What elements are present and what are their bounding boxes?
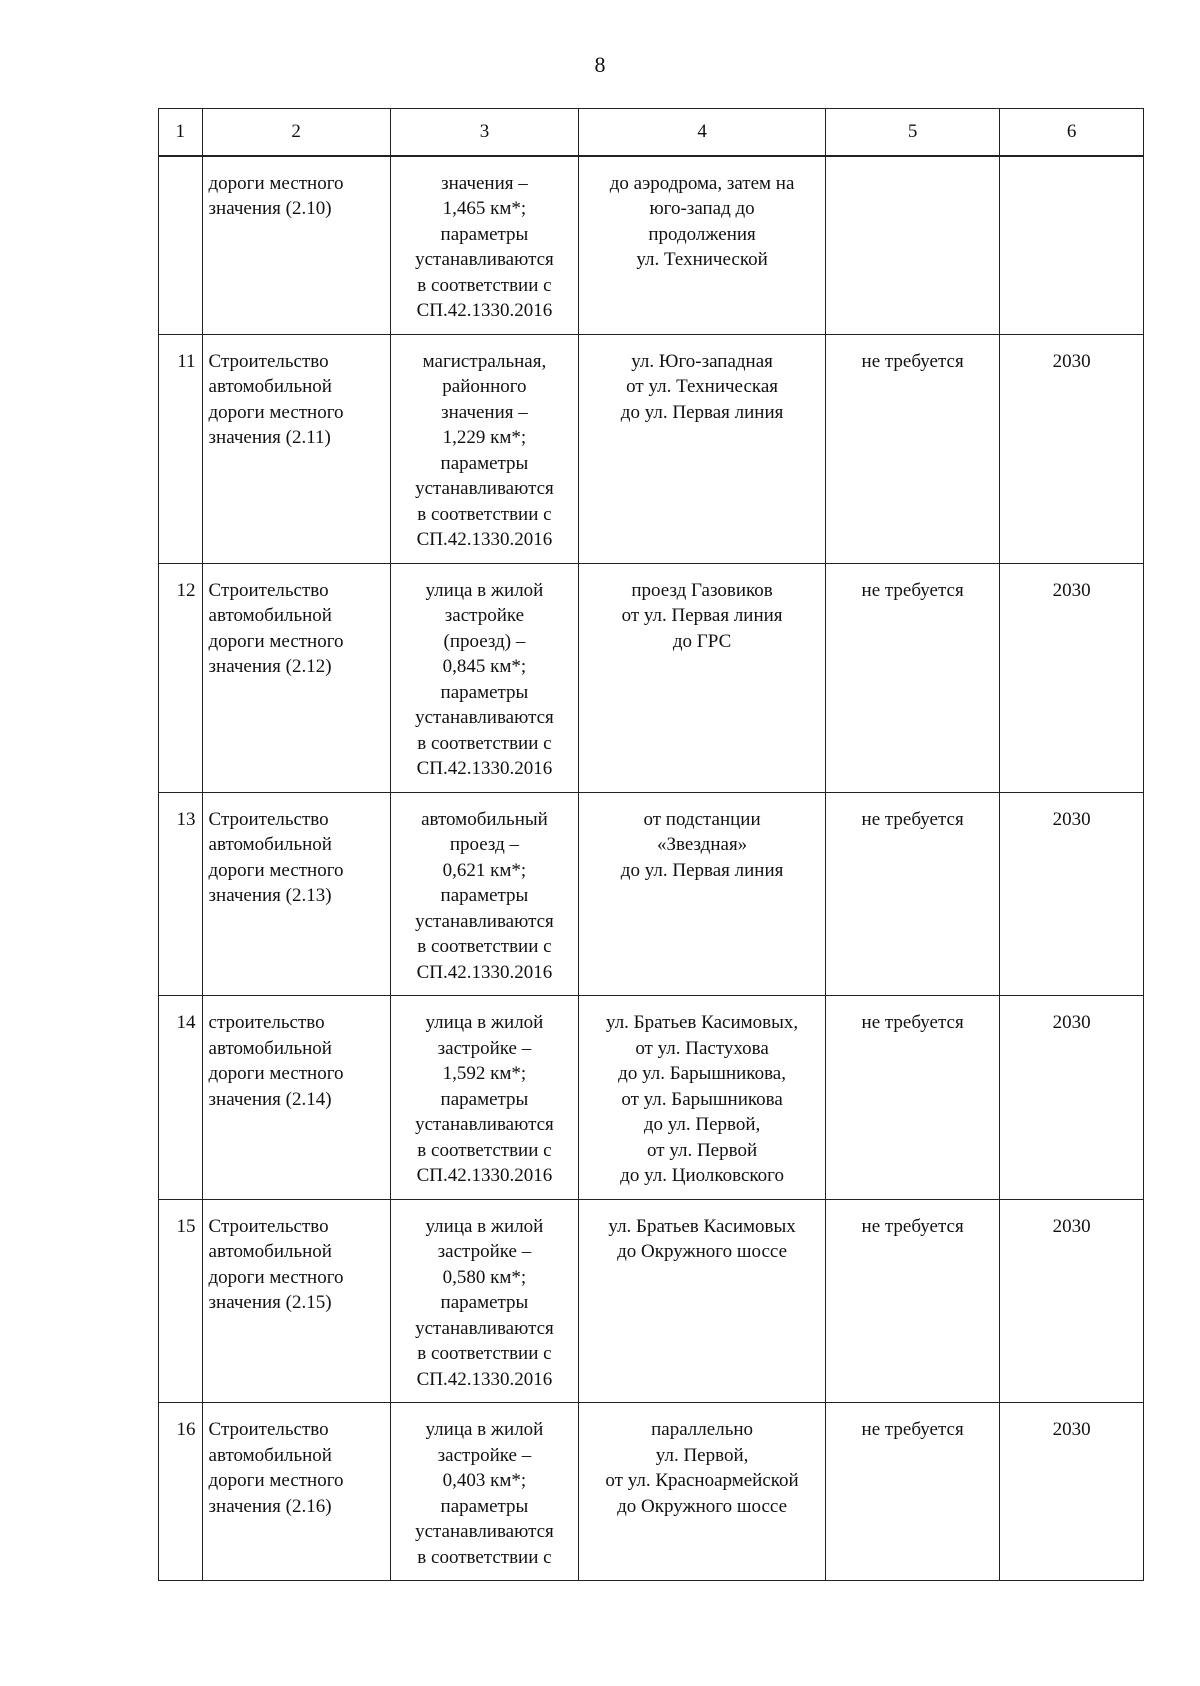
status-cell — [826, 156, 1000, 335]
cell-line: параметры — [440, 1088, 529, 1110]
cell-line: дороги местного — [208, 1063, 344, 1084]
row-number-cell: 12 — [159, 563, 203, 792]
cell-line: Строительство — [208, 579, 329, 601]
location-cell — [579, 1199, 826, 1403]
status-cell: не требуется — [826, 996, 1000, 1200]
year-cell: 2030 — [1000, 1199, 1144, 1403]
cell-line: устанавливаются — [415, 1521, 554, 1542]
cell-line: устанавливаются — [415, 249, 554, 270]
cell-line: до Окружного шоссе — [617, 1241, 788, 1262]
cell-line: 0,845 км*; — [442, 656, 527, 677]
table-row — [159, 1403, 1144, 1581]
cell-line: ул. Первой, — [655, 1444, 749, 1466]
cell-line: устанавливаются — [415, 707, 554, 728]
cell-line: до ул. Первая линия — [620, 859, 784, 881]
cell-line: в соответствии с — [417, 274, 552, 296]
cell-line: значения (2.13) — [208, 885, 332, 906]
cell-line: ул. Братьев Касимовых — [608, 1215, 796, 1237]
row-number-cell: 16 — [159, 1403, 203, 1581]
cell-line: параметры — [440, 452, 529, 474]
cell-line: до ул. Первой, — [643, 1114, 761, 1135]
cell-line: в соответствии с — [417, 936, 552, 957]
cell-line: автомобильной — [208, 1037, 332, 1059]
cell-line: продолжения — [648, 223, 756, 245]
cell-line: 0,621 км*; — [442, 859, 527, 881]
table-header — [159, 109, 1144, 156]
cell-line: СП.42.1330.2016 — [416, 1165, 553, 1186]
cell-line: проезд – — [449, 834, 520, 855]
location-cell — [579, 792, 826, 996]
cell-line: ул. Технической — [636, 249, 768, 270]
cell-line: значения (2.16) — [208, 1495, 332, 1517]
cell-line: значения (2.12) — [208, 656, 332, 677]
cell-line: до Окружного шоссе — [617, 1495, 788, 1517]
status-cell: не требуется — [826, 792, 1000, 996]
cell-line: значения (2.14) — [208, 1088, 332, 1110]
cell-line: ул. Юго-западная — [631, 350, 773, 372]
table-body — [159, 156, 1144, 1581]
cell-line: СП.42.1330.2016 — [416, 961, 553, 983]
table-row — [159, 792, 1144, 996]
cell-line: дороги местного — [208, 1266, 344, 1288]
cell-line: автомобильной — [208, 376, 332, 397]
row-number-cell: 14 — [159, 996, 203, 1200]
cell-line: «Звездная» — [656, 834, 748, 855]
cell-line: магистральная, — [422, 350, 547, 372]
cell-line: 1,592 км*; — [442, 1063, 527, 1084]
row-number-cell: 15 — [159, 1199, 203, 1403]
cell-line: устанавливаются — [415, 478, 554, 499]
cell-line: в соответствии с — [417, 1546, 552, 1568]
cell-line: районного — [442, 376, 527, 397]
cell-line: значения – — [441, 172, 528, 194]
cell-line: 0,580 км*; — [442, 1266, 527, 1288]
cell-line: параметры — [440, 885, 529, 906]
cell-line: автомобильной — [208, 605, 332, 626]
cell-line: улица в жилой — [425, 1215, 544, 1237]
object-name-cell — [202, 1199, 390, 1403]
location-cell — [579, 996, 826, 1200]
year-cell: 2030 — [1000, 996, 1144, 1200]
year-cell — [1000, 156, 1144, 335]
location-cell — [579, 1403, 826, 1581]
object-name-cell — [202, 996, 390, 1200]
cell-line: ул. Братьев Касимовых, — [606, 1012, 799, 1033]
table-row — [159, 334, 1144, 563]
projects-table — [158, 108, 1144, 1581]
cell-line: застройке — [444, 605, 525, 626]
cell-line: параметры — [440, 1495, 529, 1517]
cell-line: СП.42.1330.2016 — [416, 1368, 553, 1390]
cell-line: от ул. Первой — [647, 1139, 758, 1161]
column-header-5: 5 — [826, 109, 1000, 156]
header-row — [159, 109, 1144, 156]
cell-line: значения (2.10) — [208, 198, 332, 219]
object-name-cell — [202, 156, 390, 335]
cell-line: юго-запад до — [649, 198, 755, 219]
cell-line: улица в жилой — [425, 579, 544, 601]
cell-line: улица в жилой — [425, 1419, 544, 1440]
cell-line: дороги местного — [208, 859, 344, 881]
cell-line: Строительство — [208, 1419, 329, 1440]
row-number-cell — [159, 156, 203, 335]
status-cell: не требуется — [826, 563, 1000, 792]
row-number-cell: 13 — [159, 792, 203, 996]
parameters-cell — [390, 996, 578, 1200]
cell-line: от ул. Пастухова — [635, 1037, 769, 1059]
parameters-cell — [390, 792, 578, 996]
cell-line: устанавливаются — [415, 1114, 554, 1135]
cell-line: (проезд) – — [443, 630, 526, 652]
location-cell — [579, 156, 826, 335]
cell-line: значения (2.11) — [208, 427, 331, 448]
cell-line: 1,465 км*; — [442, 198, 527, 219]
parameters-cell — [390, 1199, 578, 1403]
year-cell: 2030 — [1000, 792, 1144, 996]
cell-line: 0,403 км*; — [442, 1470, 527, 1491]
cell-line: значения (2.15) — [208, 1292, 332, 1313]
cell-line: от ул. Первая линия — [621, 605, 783, 626]
column-header-1: 1 — [159, 109, 203, 156]
status-cell: не требуется — [826, 334, 1000, 563]
table-row — [159, 996, 1144, 1200]
cell-line: в соответствии с — [417, 1139, 552, 1161]
cell-line: дороги местного — [208, 401, 344, 423]
object-name-cell — [202, 334, 390, 563]
cell-line: до ул. Первая линия — [620, 401, 784, 423]
column-header-3: 3 — [390, 109, 578, 156]
cell-line: СП.42.1330.2016 — [416, 529, 553, 550]
cell-line: устанавливаются — [415, 1317, 554, 1339]
cell-line: параметры — [440, 681, 529, 703]
cell-line: Строительство — [208, 808, 329, 830]
parameters-cell — [390, 563, 578, 792]
cell-line: дороги местного — [208, 1470, 344, 1491]
year-cell: 2030 — [1000, 563, 1144, 792]
cell-line: застройке – — [437, 1241, 532, 1262]
row-number-cell: 11 — [159, 334, 203, 563]
object-name-cell — [202, 792, 390, 996]
cell-line: строительство — [208, 1012, 325, 1033]
cell-line: застройке – — [437, 1444, 532, 1466]
cell-line: в соответствии с — [417, 503, 552, 525]
status-cell: не требуется — [826, 1199, 1000, 1403]
cell-line: 1,229 км*; — [442, 427, 527, 448]
cell-line: дороги местного — [208, 172, 344, 194]
cell-line: до ул. Циолковского — [620, 1165, 784, 1186]
cell-line: дороги местного — [208, 630, 344, 652]
cell-line: параметры — [440, 1292, 529, 1313]
column-header-6: 6 — [1000, 109, 1144, 156]
status-cell: не требуется — [826, 1403, 1000, 1581]
cell-line: СП.42.1330.2016 — [416, 758, 553, 779]
year-cell: 2030 — [1000, 1403, 1144, 1581]
cell-line: от ул. Барышникова — [621, 1088, 783, 1110]
cell-line: параметры — [440, 223, 529, 245]
object-name-cell — [202, 1403, 390, 1581]
cell-line: до аэродрома, затем на — [609, 172, 795, 194]
parameters-cell — [390, 156, 578, 335]
table-row — [159, 563, 1144, 792]
cell-line: Строительство — [208, 350, 329, 372]
cell-line: до ГРС — [672, 630, 732, 652]
parameters-cell — [390, 1403, 578, 1581]
object-name-cell — [202, 563, 390, 792]
table-row — [159, 156, 1144, 335]
location-cell — [579, 563, 826, 792]
page-number: 8 — [594, 52, 606, 77]
year-cell: 2030 — [1000, 334, 1144, 563]
cell-line: устанавливаются — [415, 910, 554, 932]
cell-line: проезд Газовиков — [631, 579, 773, 601]
cell-line: от ул. Красноармейской — [605, 1470, 799, 1491]
cell-line: в соответствии с — [417, 732, 552, 754]
location-cell — [579, 334, 826, 563]
cell-line: автомобильный — [421, 808, 548, 830]
cell-line: автомобильной — [208, 1444, 332, 1466]
cell-line: застройке – — [437, 1037, 532, 1059]
cell-line: автомобильной — [208, 1241, 332, 1262]
cell-line: параллельно — [651, 1419, 754, 1440]
cell-line: значения – — [441, 401, 528, 423]
column-header-2: 2 — [202, 109, 390, 156]
cell-line: от ул. Техническая — [626, 376, 779, 397]
table-row — [159, 1199, 1144, 1403]
cell-line: улица в жилой — [425, 1012, 544, 1033]
cell-line: автомобильной — [208, 834, 332, 855]
cell-line: Строительство — [208, 1215, 329, 1237]
column-header-4: 4 — [579, 109, 826, 156]
cell-line: до ул. Барышникова, — [618, 1063, 786, 1084]
parameters-cell — [390, 334, 578, 563]
cell-line: в соответствии с — [417, 1343, 552, 1364]
cell-line: от подстанции — [643, 808, 761, 830]
cell-line: СП.42.1330.2016 — [416, 300, 553, 321]
